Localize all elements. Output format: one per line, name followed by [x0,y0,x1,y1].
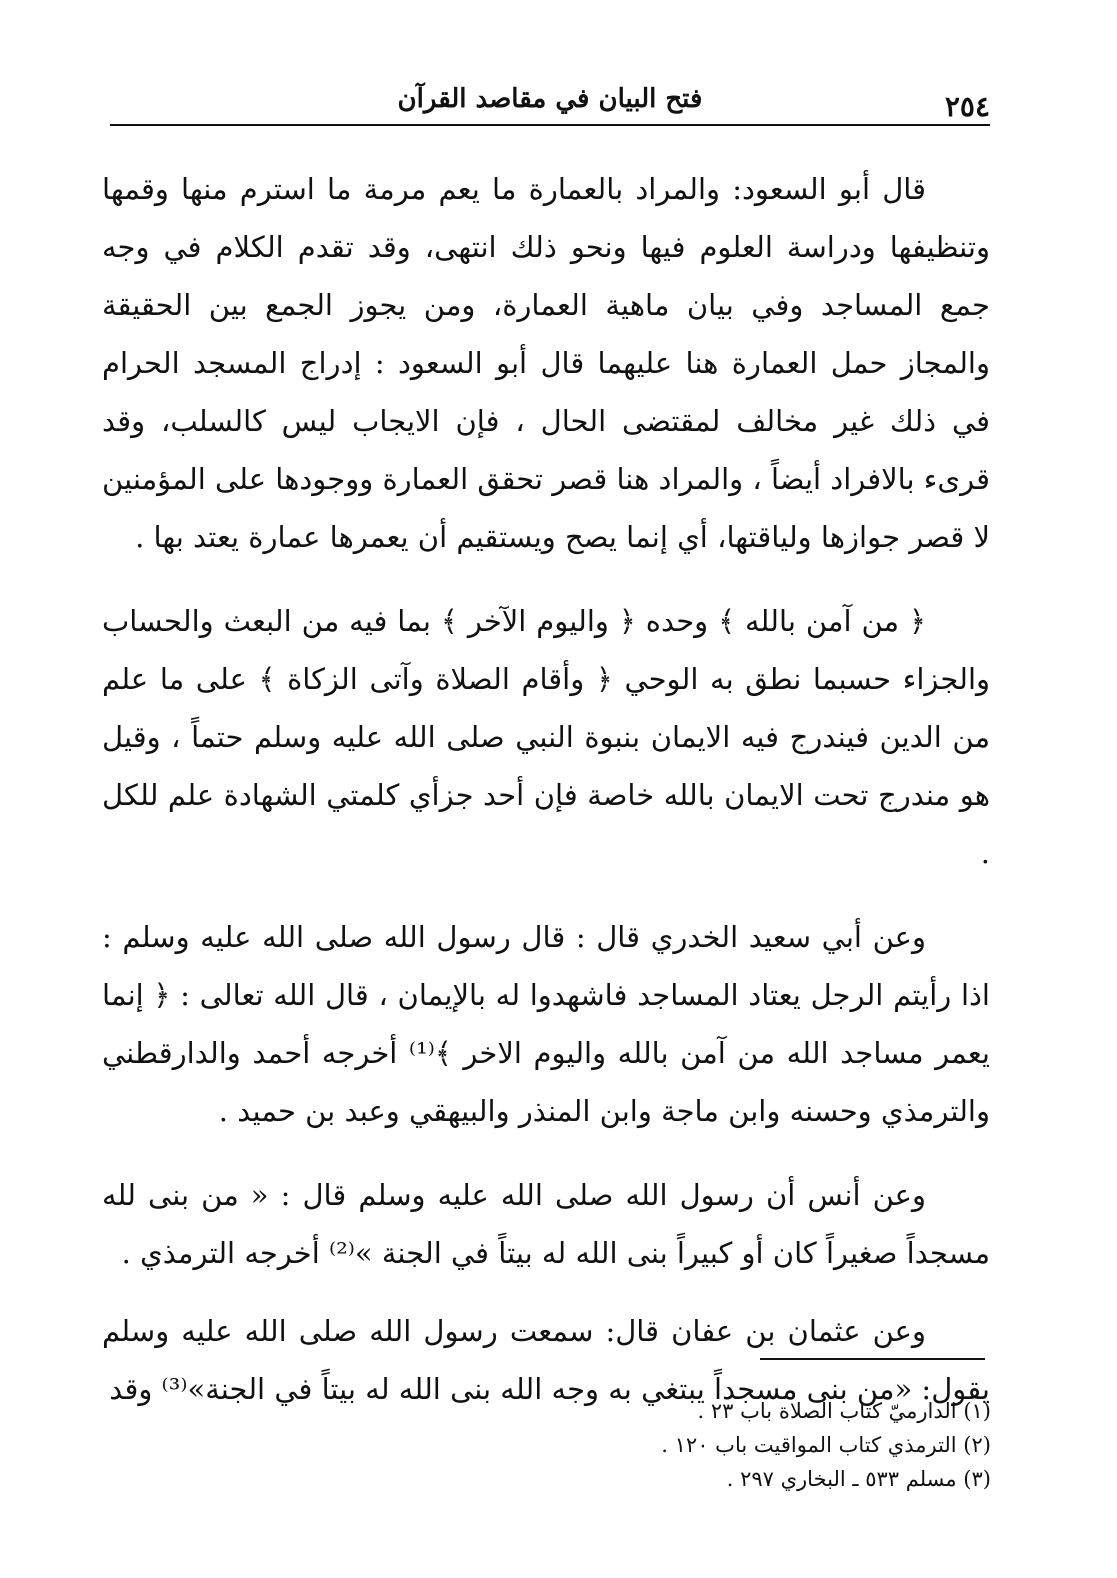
paragraph-hadith-anas: وعن أنس أن رسول الله صلى الله عليه وسلم قال : « من بنى لله مسجداً صغيراً كان أو كبيراً بنى الله له بيتاً في الجنة »⁽²⁾ أخرجه الترمذي . [102,1178,990,1270]
footnotes [391,1394,991,1496]
paragraph-faith-in-god: ﴿ من آمن بالله ﴾ وحده ﴿ واليوم الآخر ﴾ بما فيه من البعث والحساب والجزاء حسبما نطق به الوحي ﴿ وأقام الصلاة وآتى الزكاة ﴾ على ما علم من الدين فيندرج فيه الايمان بنبوة النبي صلى الله عليه وسلم حتماً ، وقيل هو مندرج تحت الايمان بالله خاصة فإن أحد جزأي كلمتي الشهادة علم للكل . [102,604,991,870]
paragraph-hadith-abu-said: وعن أبي سعيد الخدري قال : قال رسول الله صلى الله عليه وسلم : اذا رأيتم الرجل يعتاد المساجد فاشهدوا له بالإيمان ، قال الله تعالى : ﴿ إنما يعمر مساجد الله من آمن بالله واليوم الاخر ﴾⁽¹⁾ أخرجه أحمد والدارقطني والترمذي وحسنه وابن ماجة وابن المنذر والبيهقي وعبد بن حميد . [102,920,990,1128]
paragraph-abu-saud: قال أبو السعود: والمراد بالعمارة ما يعم مرمة ما استرم منها وقمها وتنظيفها ودراسة العلوم فيها ونحو ذلك انتهى، وقد تقدم الكلام في وجه جمع المساجد وفي بيان ماهية العمارة، ومن يجوز الجمع بين الحقيقة والمجاز حمل العمارة هنا عليهما قال أبو السعود : إدراج المسجد الحرام في ذلك غير مخالف لمقتضى الحال ، فإن الايجاب ليس كالسلب، وقد قرىء بالافراد أيضاً ، والمراد هنا قصر تحقق العمارة ووجودها على المؤمنين لا قصر جوازها ولياقتها، أي إنما يصح ويستقيم أن يعمرها عمارة يعتد بها . [102,172,990,554]
footnote-3: (٣) مسلم ٥٣٣ ـ البخاري ٢٩٧ . [726,1467,991,1491]
body-text [102,160,990,1444]
page-header [110,78,990,128]
footnote-rule [760,1358,985,1360]
running-title: فتح البيان في مقاصد القرآن [397,84,703,114]
header-rule [110,124,990,126]
paragraph-hadith-uthman: وعن عثمان بن عفان قال: سمعت رسول الله صلى الله عليه وسلم يقول: «من بنى مسجداً يبتغي به وجه الله بنى الله له بيتاً في الجنة»⁽³⁾ وقد [102,1314,990,1406]
page-number: ٢٥٤ [944,90,990,123]
footnote-2: (٢) الترمذي كتاب المواقيت باب ١٢٠ . [661,1433,991,1457]
footnote-1: (١) الدارميّ كتاب الصلاة باب ٢٣ . [697,1399,991,1423]
